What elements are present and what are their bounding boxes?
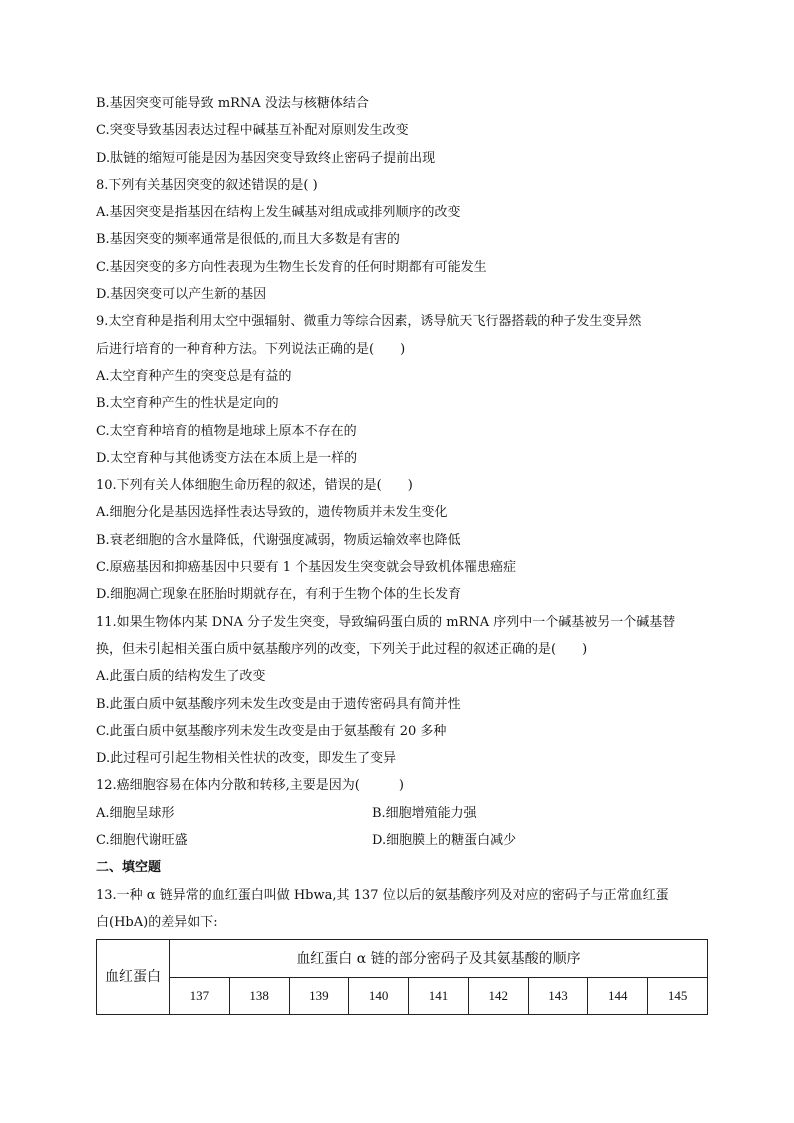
text-line: 8.下列有关基因突变的叙述错误的是( ) bbox=[96, 177, 318, 193]
position-cell: 145 bbox=[648, 977, 708, 1015]
text-line: C.原癌基因和抑癌基因中只要有 1 个基因发生突变就会导致机体罹患癌症 bbox=[96, 560, 517, 576]
text-line: D.细胞凋亡现象在胚胎时期就存在，有利于生物个体的生长发育 bbox=[96, 587, 462, 603]
text-line: C.此蛋白质中氨基酸序列未发生改变是由于氨基酸有 20 多种 bbox=[96, 723, 447, 739]
position-cell: 138 bbox=[229, 977, 289, 1015]
text-line: B.太空育种产生的性状是定向的 bbox=[96, 396, 279, 412]
text-line: 9.太空育种是指利用太空中强辐射、微重力等综合因素，诱导航天飞行器搭载的种子发生变异然 bbox=[96, 314, 642, 330]
text-line: D.太空育种与其他诱变方法在本质上是一样的 bbox=[96, 450, 358, 466]
q12-options bbox=[96, 800, 710, 855]
question-text-block bbox=[96, 90, 710, 800]
text-line: A.基因突变是指基因在结构上发生碱基对组成或排列顺序的改变 bbox=[96, 205, 461, 221]
question-13-text bbox=[96, 882, 710, 937]
text-line: B.衰老细胞的含水量降低，代谢强度减弱，物质运输效率也降低 bbox=[96, 532, 461, 548]
hemoglobin-table bbox=[96, 939, 708, 1015]
text-line: D.此过程可引起生物相关性状的改变，即发生了变异 bbox=[96, 751, 397, 767]
position-cell: 139 bbox=[289, 977, 349, 1015]
text-line: 白(HbA)的差异如下: bbox=[96, 914, 218, 930]
text-line: 11.如果生物体内某 DNA 分子发生突变，导致编码蛋白质的 mRNA 序列中一个碱基被另一个碱基替 bbox=[96, 614, 676, 630]
position-cell: 141 bbox=[409, 977, 469, 1015]
text-line: B.基因突变的频率通常是很低的,而且大多数是有害的 bbox=[96, 232, 400, 248]
text-line: D.肽链的缩短可能是因为基因突变导致终止密码子提前出现 bbox=[96, 150, 436, 166]
position-cell: 143 bbox=[528, 977, 588, 1015]
text-line: 13.一种 α 链异常的血红蛋白叫做 Hbwa,其 137 位以后的氨基酸序列及对应的密码子与正常血红蛋 bbox=[96, 887, 669, 903]
text-line: C.突变导致基因表达过程中碱基互补配对原则发生改变 bbox=[96, 123, 409, 139]
text-line: 12.癌细胞容易在体内分散和转移,主要是因为( ) bbox=[96, 778, 404, 794]
text-line: C.基因突变的多方向性表现为生物生长发育的任何时期都有可能发生 bbox=[96, 259, 487, 275]
text-line: A.太空育种产生的突变总是有益的 bbox=[96, 368, 292, 384]
text-line: A.此蛋白质的结构发生了改变 bbox=[96, 669, 266, 685]
option-item: C.细胞代谢旺盛 bbox=[96, 833, 188, 849]
table-title: 血红蛋白 α 链的部分密码子及其氨基酸的顺序 bbox=[170, 940, 708, 978]
table-row-header: 血红蛋白 bbox=[97, 940, 170, 1015]
text-line: A.细胞分化是基因选择性表达导致的，遗传物质并未发生变化 bbox=[96, 505, 448, 521]
option-item: B.细胞增殖能力强 bbox=[372, 805, 477, 821]
position-cell: 140 bbox=[349, 977, 409, 1015]
table-row bbox=[97, 977, 708, 1015]
text-line: D.基因突变可以产生新的基因 bbox=[96, 287, 267, 303]
text-line: 10.下列有关人体细胞生命历程的叙述，错误的是( ) bbox=[96, 478, 413, 494]
document-page bbox=[96, 90, 710, 1015]
position-cell: 137 bbox=[170, 977, 230, 1015]
position-cell: 144 bbox=[588, 977, 648, 1015]
text-line: B.此蛋白质中氨基酸序列未发生改变是由于遗传密码具有简并性 bbox=[96, 696, 461, 712]
section-title: 二、填空题 bbox=[96, 860, 162, 876]
text-line: B.基因突变可能导致 mRNA 没法与核糖体结合 bbox=[96, 96, 369, 111]
option-item: A.细胞呈球形 bbox=[96, 805, 175, 821]
text-line: 换，但未引起相关蛋白质中氨基酸序列的改变，下列关于此过程的叙述正确的是( ) bbox=[96, 641, 588, 657]
text-line: 后进行培育的一种育种方法。下列说法正确的是( ) bbox=[96, 341, 406, 357]
option-row bbox=[96, 800, 710, 827]
position-cell: 142 bbox=[468, 977, 528, 1015]
text-line: C.太空育种培育的植物是地球上原本不存在的 bbox=[96, 423, 357, 439]
option-item: D.细胞膜上的糖蛋白减少 bbox=[372, 833, 517, 849]
option-row bbox=[96, 827, 710, 854]
